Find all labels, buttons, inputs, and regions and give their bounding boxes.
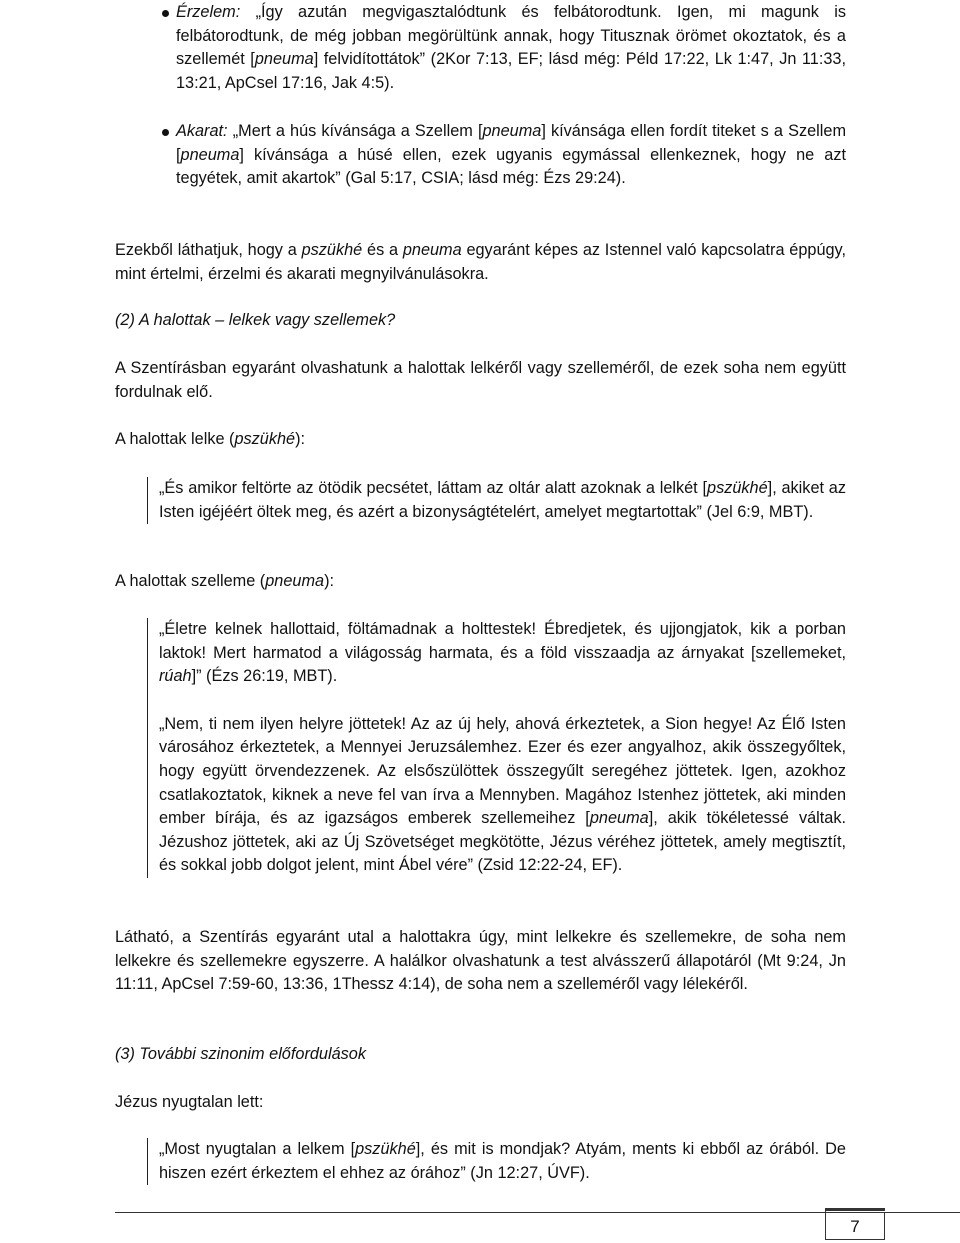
lead-szelleme: A halottak szelleme (pneuma):	[115, 572, 335, 590]
quote-text: „És amikor feltörte az ötödik pecsétet, láttam az oltár alatt azoknak a lelkét [pszükhé], akiket az Isten igéjéért öltek meg, és azért a bizonyságtételért, amelyet megtartottak” (Jel 6:9, MBT).	[159, 479, 846, 521]
quote-text: „Most nyugtalan a lelkem [pszükhé], és mit is mondjak? Atyám, ments ki ebből az órából. De hiszen ezért érkeztem el ehhez az órához” (Jn 12:27, ÚVF).	[159, 1140, 846, 1182]
paragraph-intro: A Szentírásban egyaránt olvashatunk a halottak lelkéről vagy szelleméről, de ezek soha nem együtt fordulnak elő.	[115, 359, 846, 401]
bullet-item-akarat	[176, 120, 846, 191]
blockquote-jel	[147, 477, 846, 524]
quote-text-ezs: „Életre kelnek hallottaid, föltámadnak a holttestek! Ébredjetek, és ujjongjatok, kik a porban laktok! Mert harmatod a világosság harmata, és a föld visszaadja az árnyakat [szellemeket, rúah]” (Ézs 26:19, MBT).	[159, 620, 846, 686]
section-heading-2: (2) A halottak – lelkek vagy szellemek?	[115, 311, 396, 329]
bullet-text	[176, 1, 846, 95]
bullet-dot	[162, 10, 169, 17]
bullet-dot	[162, 129, 169, 136]
blockquote-szelleme	[147, 618, 846, 878]
blockquote-jn	[147, 1138, 846, 1185]
section-heading-3: (3) További szinonim előfordulások	[115, 1045, 366, 1063]
page-number: 7	[825, 1212, 885, 1240]
bullet-text	[176, 120, 846, 191]
bullet-body: „Így azután megvigasztalódtunk és felbátorodtunk. Igen, mi magunk is felbátorodtunk, de még jobban megörültünk annak, hogy Titusznak örömet okoztatok, és a szellemét [pneuma] felvidítottátok” (2Kor 7:13, EF; lásd még: Péld 17:22, Lk 1:47, Jn 11:33, 13:21, ApCsel 17:16, Jak 4:5).	[176, 3, 847, 92]
bullet-label: Érzelem:	[176, 3, 241, 21]
bullet-label: Akarat:	[176, 122, 228, 140]
paragraph-conclusion: Látható, a Szentírás egyaránt utal a halottakra úgy, mint lelkekre és szellemekre, de soha nem lelkekre és szellemekre egyszerre. A halálkor olvashatunk a test alvásszerű állapotáról (Mt 9:24, Jn 11:11, ApCsel 7:59-60, 13:36, 1Thessz 4:14), de soha nem a szelleméről vagy lélekéről.	[115, 928, 846, 994]
lead-lelke: A halottak lelke (pszükhé):	[115, 430, 306, 448]
quote-text-zsid: „Nem, ti nem ilyen helyre jöttetek! Az az új hely, ahová érkeztetek, a Sion hegye! Az Élő Isten városához érkeztetek, a Mennyei Jeruzsálemhez. Ezer és ezer angyalhoz, akik összegyőltek, hogy együtt örvendezzenek. Az elsőszülöttek összegyűlt seregéhez jöttetek. Igen, azokhoz csatlakoztatok, kiknek a neve fel van írva a Mennyben. Magához Istenhez jöttetek, aki minden ember bírája, és az igazságos emberek szellemeihez [pneuma], akik tökéletessé váltak. Jézushoz jöttetek, aki az Új Szövetséget megkötötte, Jézus véréhez jöttetek, amely megtisztít, és sokkal jobb dolgot jelent, mint Ábel vére” (Zsid 12:22-24, EF).	[159, 714, 846, 875]
lead-jezus: Jézus nyugtalan lett:	[115, 1093, 264, 1111]
bullet-item-erzelem	[176, 1, 846, 95]
bullet-body: „Mert a hús kívánsága a Szellem [pneuma] kívánsága ellen fordít titeket s a Szellem [pneuma] kívánsága a húsé ellen, ezek ugyanis egymással ellenkeznek, hogy ne azt tegyétek, amit akartok” (Gal 5:17, CSIA; lásd még: Ézs 29:24).	[176, 122, 847, 188]
paragraph-summary: Ezekből láthatjuk, hogy a pszükhé és a pneuma egyaránt képes az Istennel való kapcsolatra éppúgy, mint értelmi, érzelmi és akarati megnyilvánulásokra.	[115, 241, 847, 283]
